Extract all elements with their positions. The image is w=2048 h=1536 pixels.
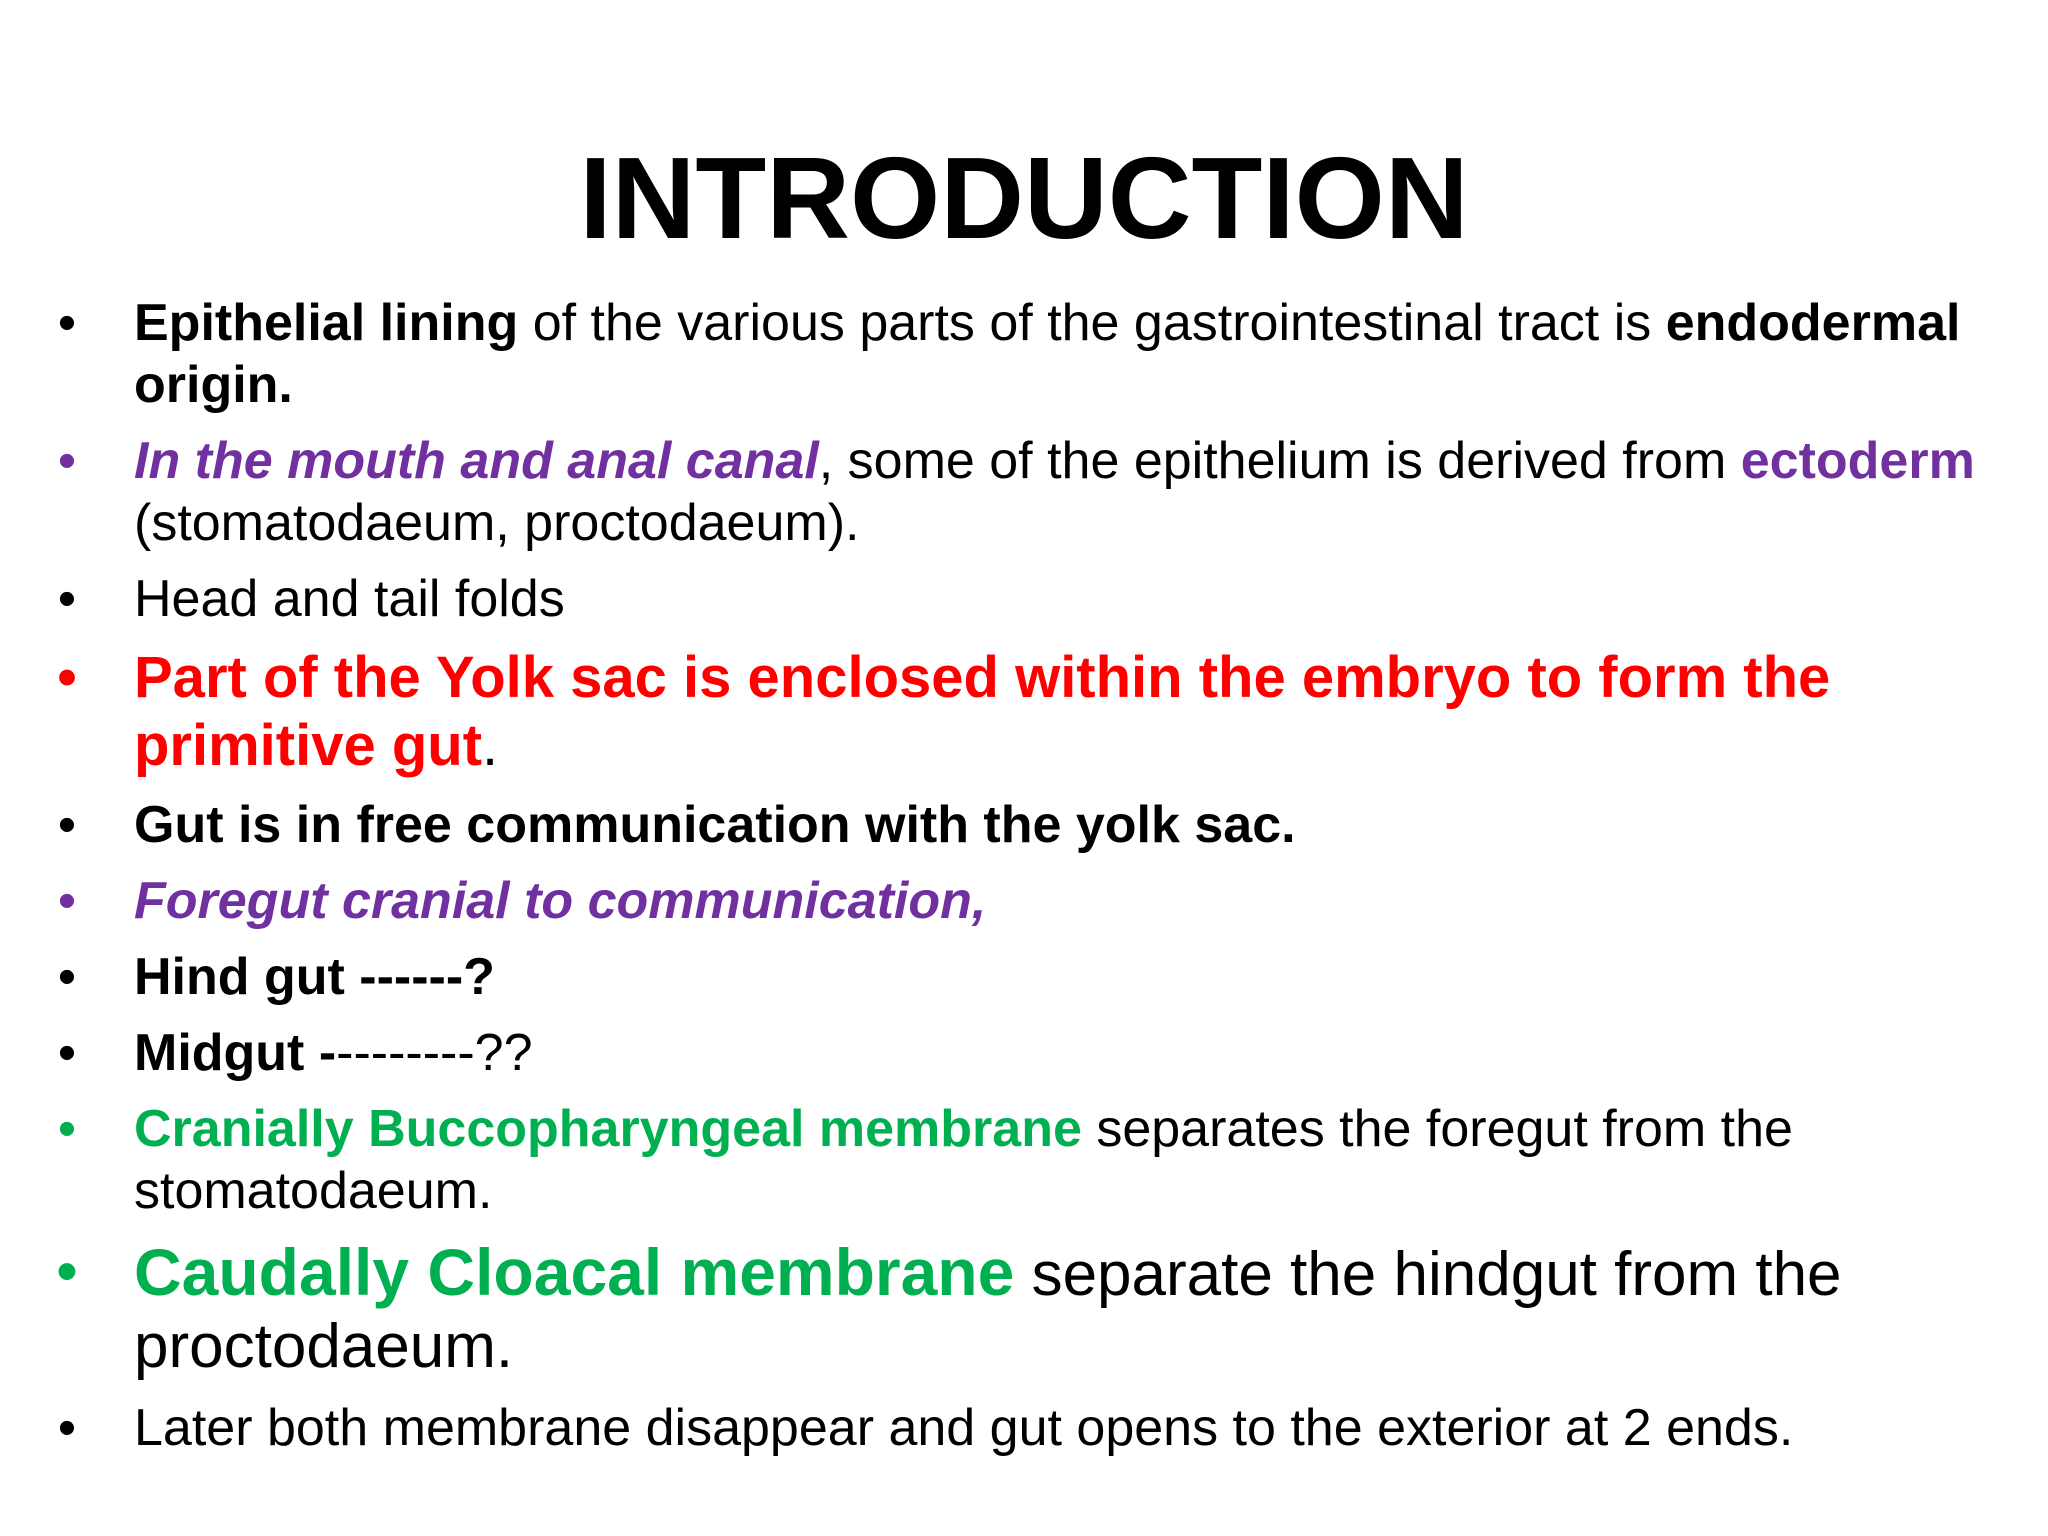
bullet-text-segment: Hind gut ------? [134, 948, 495, 1006]
bullet-text-segment: . [482, 713, 499, 778]
bullet-dot-icon: • [56, 645, 78, 710]
bullet-item [52, 292, 2012, 416]
bullet-item [52, 794, 2012, 856]
bullet-text-segment: separate the hindgut from the proctodaeum. [134, 1240, 1842, 1381]
bullet-text-segment: , some of the epithelium is derived from [818, 432, 1741, 490]
page-title: INTRODUCTION [579, 133, 1469, 263]
bullet-item [52, 1236, 2012, 1383]
bullet-text-segment: endodermal origin. [134, 294, 1961, 414]
bullet-item [52, 644, 2012, 780]
bullet-text-segment: ectoderm [1740, 432, 1975, 490]
bullet-item [52, 1098, 2012, 1222]
bullet-dot-icon: • [57, 570, 77, 628]
bullet-dot-icon: • [56, 1237, 78, 1306]
bullet-text-segment: Later both membrane disappear and gut opens to the exterior at 2 ends. [134, 1399, 1794, 1457]
bullet-text-segment: Midgut - [134, 1024, 337, 1082]
bullet-dot-icon: • [57, 1024, 77, 1082]
bullet-text-segment: In the mouth and anal canal [134, 432, 819, 490]
bullet-text-segment: Cranially Buccopharyngeal membrane [134, 1100, 1082, 1158]
bullet-dot-icon: • [57, 1100, 77, 1158]
bullet-dot-icon: • [57, 294, 77, 352]
bullet-item [52, 568, 2012, 630]
bullet-text-segment: --------?? [336, 1024, 533, 1082]
bullet-text-segment: Caudally Cloacal membrane [134, 1235, 1015, 1309]
bullet-item [52, 946, 2012, 1008]
bullet-dot-icon: • [57, 948, 77, 1006]
bullet-item [52, 1022, 2012, 1084]
bullet-dot-icon: • [57, 1399, 77, 1457]
bullet-item [52, 430, 2012, 554]
bullet-text-segment: Epithelial lining [134, 294, 519, 352]
bullet-text-segment: (stomatodaeum, proctodaeum). [134, 494, 860, 552]
bullet-text-segment: separates the foregut from the stomatodaeum. [134, 1100, 1793, 1220]
bullet-item [52, 870, 2012, 932]
bullet-item [52, 1397, 2012, 1459]
bullet-list [52, 292, 2012, 1473]
bullet-text-segment: Head and tail folds [134, 570, 565, 628]
bullet-text-segment: Foregut cranial to communication, [134, 872, 987, 930]
bullet-text-segment: Gut is in free communication with the yolk sac. [134, 796, 1296, 854]
bullet-text-segment: Part of the Yolk sac is enclosed within the embryo to form the primitive gut [134, 645, 1831, 778]
bullet-dot-icon: • [57, 796, 77, 854]
bullet-dot-icon: • [57, 432, 77, 490]
bullet-dot-icon: • [57, 872, 77, 930]
bullet-text-segment: of the various parts of the gastrointestinal tract is [518, 294, 1666, 352]
